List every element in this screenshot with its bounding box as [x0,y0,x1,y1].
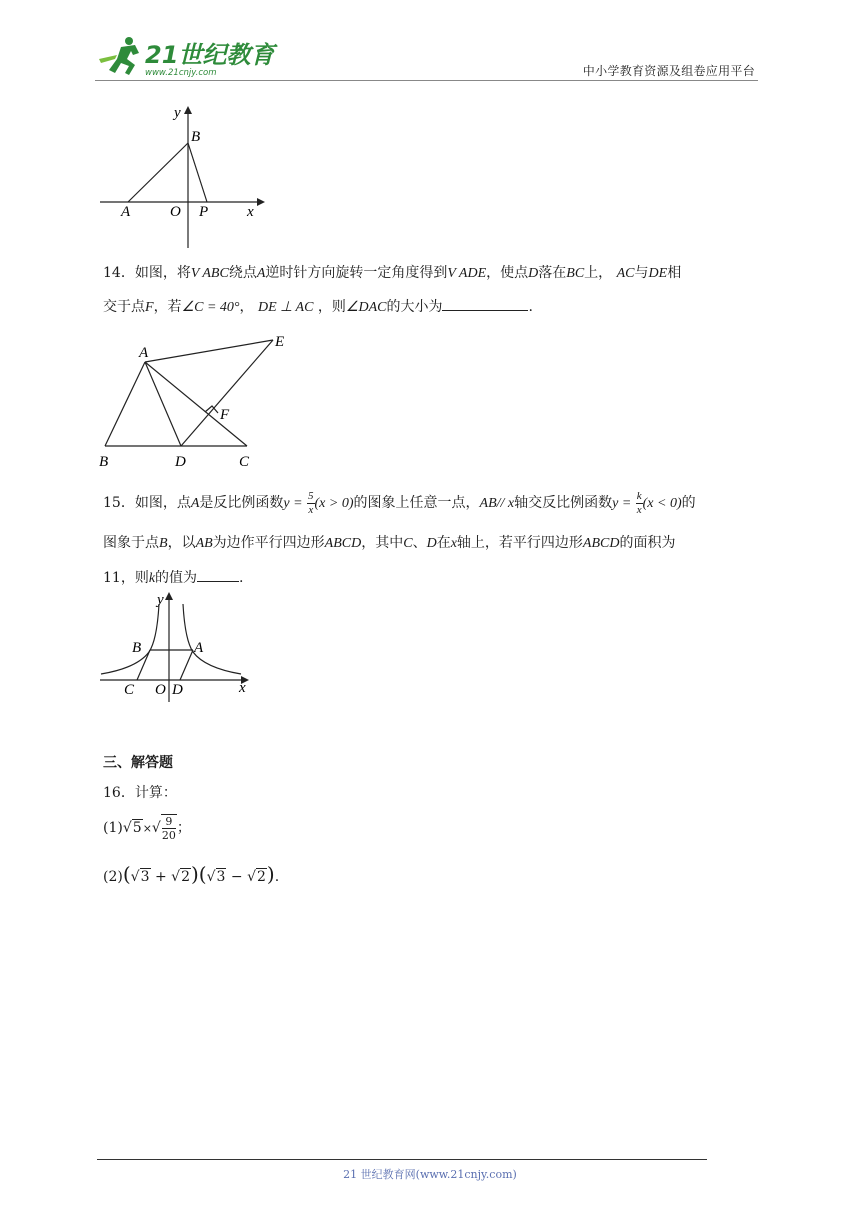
label-y: y [157,592,164,608]
label-x: x [247,204,254,220]
x-axis-arrow [257,198,265,206]
figure-q14 [95,330,295,472]
figure-q13 [95,100,270,250]
segment-bp [188,143,207,202]
q15-text-line3: 11，则k的值为 . [103,561,763,596]
label-p: P [199,204,209,220]
label-f: F [220,407,230,423]
header-divider [95,80,758,81]
segment-ae [145,340,273,362]
q14-answer-blank [442,296,528,311]
label-a: A [139,345,149,361]
label-d: D [175,454,186,470]
label-b: B [132,640,142,656]
logo-url: www.21cnjy.com [145,68,217,78]
curve-right-branch [183,604,241,674]
segment-ad [145,362,181,446]
fraction-k-over-x: $\frac{k}{x}$ [636,489,642,516]
label-c: C [239,454,250,470]
q15-answer-blank [197,567,239,582]
label-a: A [121,204,131,220]
footer-text: 21 世纪教育网(www.21cnjy.com) [343,1168,517,1181]
q16-title: 16．计算： [103,785,177,801]
label-y: y [174,105,181,121]
footer-divider [97,1159,707,1160]
q14-text-line2: 交于点F，若∠C = 40°， DE ⊥ AC ，则∠DAC的大小为 . [103,290,763,325]
q15-text-line1: 15．如图，点A是反比例函数y = $\frac{5}{x}$ (x > 0)的图象上任意一点，AB// x轴交反比例函数y = $\frac{k}{x}$ (x < 0)的 [103,489,696,516]
y-axis-arrow [165,592,173,600]
curve-left-branch [101,604,159,674]
q16-part2: (2)(√3 + √2)(√3 − √2). [103,862,280,886]
label-e: E [275,334,285,350]
fraction-9-over-20: $\frac{9}{20}$ [161,815,176,842]
q14-text-line1: 14．如图，将V ABC绕点A逆时针方向旋转一定角度得到V ADE，使点D落在BC上， AC与DE相 [103,265,682,281]
fraction-5-over-x: $\frac{5}{x}$ [308,489,314,516]
logo-text: 21世纪教育 [145,41,275,69]
segment-ad [180,650,193,680]
label-b: B [191,129,201,145]
label-o: O [170,204,181,220]
y-axis-arrow [184,106,192,114]
section-title: 三、解答题 [103,755,173,771]
q15-text-line2: 图象于点B，以AB为边作平行四边形ABCD，其中C、D在x轴上，若平行四边形ABCD的面积为 [103,535,676,551]
label-a: A [194,640,204,656]
segment-ab [105,362,145,446]
label-x: x [239,680,246,696]
figure-q15 [95,588,255,706]
segment-ac [145,362,247,446]
platform-name: 中小学教育资源及组卷应用平台 [582,64,755,78]
label-c: C [124,682,135,698]
site-logo [95,33,275,81]
right-angle-mark [205,406,218,413]
q16-part1: (1)√5×√ $\frac{9}{20}$ ； [103,815,191,842]
segment-ab [128,143,188,202]
label-o: O [155,682,166,698]
runner-icon [99,37,139,75]
label-b: B [99,454,109,470]
label-d: D [172,682,183,698]
